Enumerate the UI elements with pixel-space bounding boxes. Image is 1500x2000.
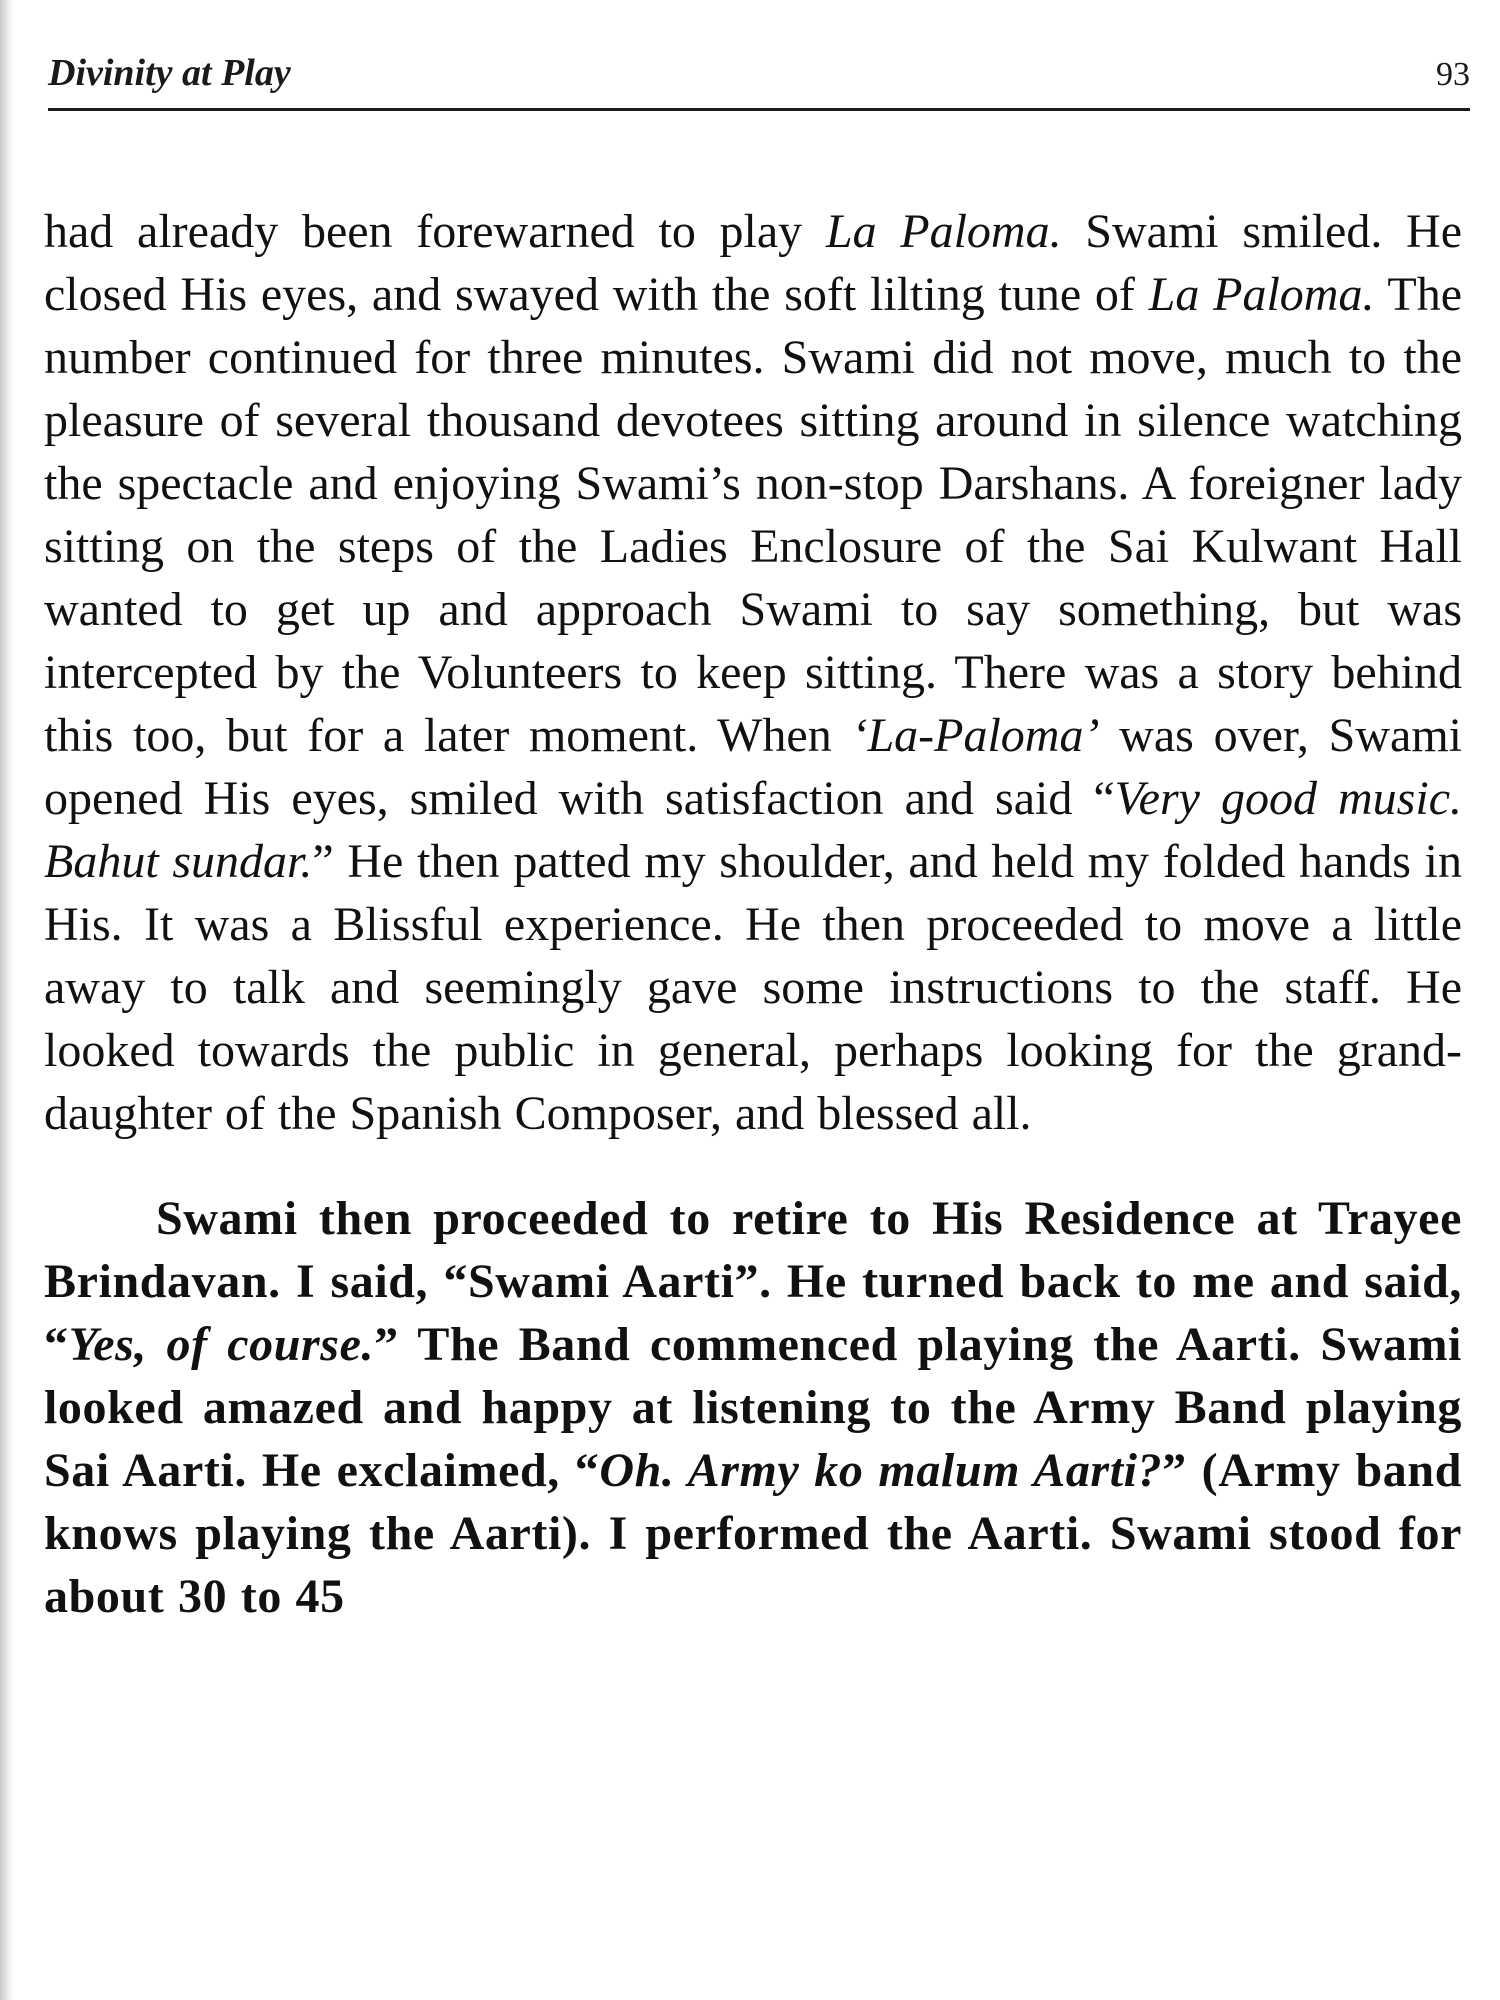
paragraph-1 bbox=[44, 200, 1462, 1145]
page-number: 93 bbox=[1436, 56, 1470, 93]
text-segment: The number continued for three minutes. Swami did not move, much to the pleasure of several thousand devotees sitting around in silence watching the spectacle and enjoying Swami’s non-stop Darshans. A foreigner lady sitting on the steps of the Ladies Enclosure of the Sai Kulwant Hall wanted to get up and approach Swami to say something, but was intercepted by the Volunteers to keep sitting. There was a story behind this too, but for a later moment. When bbox=[44, 268, 1463, 762]
text-segment: had already been forewarned to play bbox=[44, 205, 826, 258]
italic-text-segment: La Paloma. bbox=[1148, 268, 1375, 321]
page-binding-edge bbox=[0, 0, 14, 2000]
italic-text-segment: La Paloma. bbox=[825, 205, 1062, 258]
text-segment: Swami smiled. He closed His eyes, and swayed with the soft lilting tune of bbox=[44, 205, 1462, 321]
italic-text-segment: Oh. Army ko malum Aarti? bbox=[599, 1444, 1163, 1497]
paragraph-2 bbox=[44, 1187, 1462, 1628]
text-segment: ” He then patted my shoulder, and held my folded hands in His. It was a Blissful experience. He then proceeded to move a little away to talk and seemingly gave some instructions to the staff. He looked towards the public in general, perhaps looking for the grand-daughter of the Spanish Composer, and blessed all. bbox=[44, 835, 1462, 1140]
running-title: Divinity at Play bbox=[48, 52, 291, 94]
italic-text-segment: Very good music. Bahut sundar. bbox=[44, 772, 1463, 888]
italic-text-segment: ‘La-Paloma’ bbox=[851, 709, 1100, 762]
header-rule bbox=[48, 108, 1470, 111]
text-segment: Swami then proceeded to retire to His Residence at Trayee Brindavan. I said, “Swami Aarti”. He turned back to me and said, “ bbox=[44, 1192, 1462, 1371]
running-header bbox=[48, 40, 1470, 112]
text-segment: was over, Swami opened His eyes, smiled with satisfaction and said “ bbox=[44, 709, 1462, 825]
italic-text-segment: Yes, of course. bbox=[68, 1318, 375, 1371]
body-text bbox=[44, 200, 1462, 1628]
text-segment: ” (Army band knows playing the Aarti). I performed the Aarti. Swami stood for about 30 to 45 bbox=[44, 1444, 1462, 1623]
text-segment: ” The Band commenced playing the Aarti. Swami looked amazed and happy at listening to the Army Band playing Sai Aarti. He exclaimed, “ bbox=[44, 1318, 1462, 1497]
